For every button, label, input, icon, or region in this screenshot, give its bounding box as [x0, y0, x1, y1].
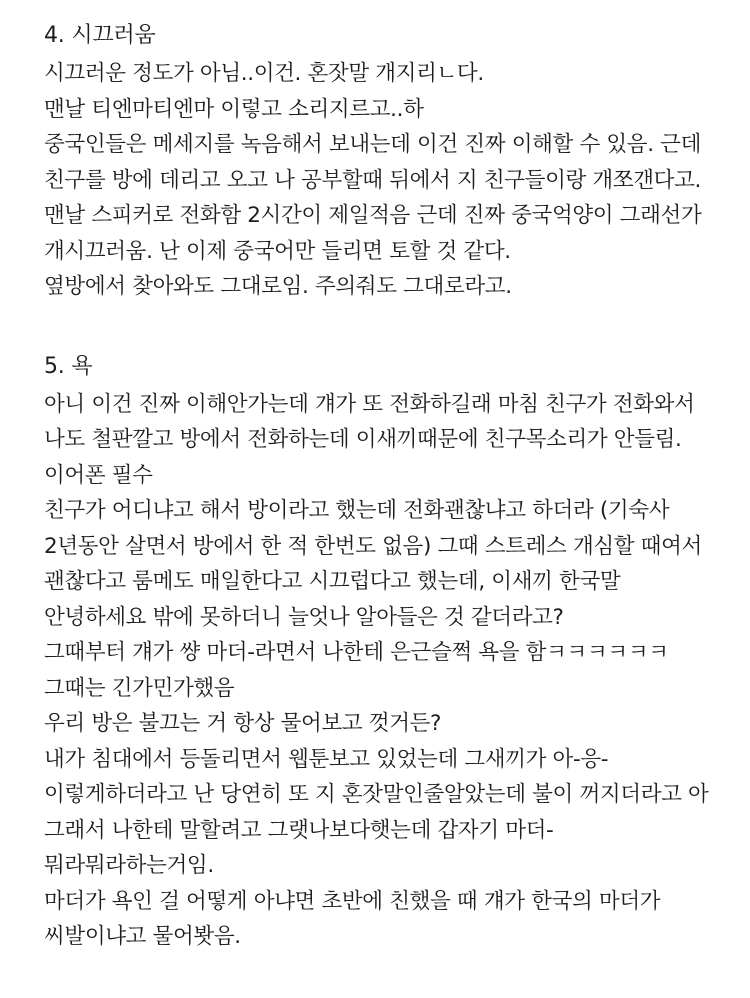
paragraph: 맨날 티엔마티엔마 이렇고 소리지르고..하 — [44, 96, 424, 122]
section-noise — [44, 18, 716, 305]
section-heading-noise: 4. 시끄러움 — [44, 23, 156, 48]
section-heading-swearing: 5. 욕 — [44, 353, 93, 379]
paragraph: 우리 방은 불끄는 거 항상 물어보고 껏거든? — [44, 711, 442, 736]
paragraph: 아니 이건 진짜 이해안가는데 걔가 또 전화하길래 마침 친구가 전화와서 나도 철판깔고 방에서 전화하는데 이새끼때문에 친구목소리가 안들림. 이어폰 필수 — [44, 391, 701, 488]
section-swearing — [44, 349, 716, 955]
paragraph: 중국인들은 메세지를 녹음해서 보내는데 이건 진짜 이해할 수 있음. 근데 친구를 방에 데리고 오고 나 공부할때 뒤에서 지 친구들이랑 개쪼갠다고. — [44, 132, 708, 193]
paragraph: 친구가 어디냐고 해서 방이라고 했는데 전화괜찮냐고 하더라 (기숙사 2년동안 살면서 방에서 한 적 한번도 없음) 그때 스트레스 개심할 때여서 괜찮다고 룸메도 매일한다고 시끄럽다고 했는데, 이새끼 한국말 안녕하세요 밖에 못하더니 늘엇나 알아들은 것 같더라고? — [44, 498, 709, 630]
paragraph: 맨날 스피커로 전화함 2시간이 제일적음 근데 진짜 중국억양이 그래선가 개시끄러움. 난 이제 중국어만 들리면 토할 것 같다. — [44, 203, 708, 264]
paragraph: 내가 침대에서 등돌리면서 웹툰보고 있었는데 그새끼가 아-응- 이렇게하더라고 난 당연히 또 지 혼잣말인줄알았는데 불이 꺼지더라고 아 그래서 나한테 말할려고 그랫나보다햇는데 갑자기 마더-뭐라뭐라하는거임. — [44, 746, 715, 878]
paragraph: 옆방에서 찾아와도 그대로임. 주의줘도 그대로라고. — [44, 274, 512, 299]
paragraph: 시끄러운 정도가 아님..이건. 혼잣말 개지리ㄴ다. — [44, 61, 484, 86]
paragraph: 그때부터 걔가 썅 마더-라면서 나한테 은근슬쩍 욕을 함ㅋㅋㅋㅋㅋㅋ 그때는 긴가민가했음 — [44, 640, 676, 701]
paragraph: 마더가 욕인 걸 어떻게 아냐면 초반에 친했을 때 걔가 한국의 마더가 씨발이냐고 물어봣음. — [44, 888, 667, 949]
section-divider-space — [44, 305, 716, 349]
